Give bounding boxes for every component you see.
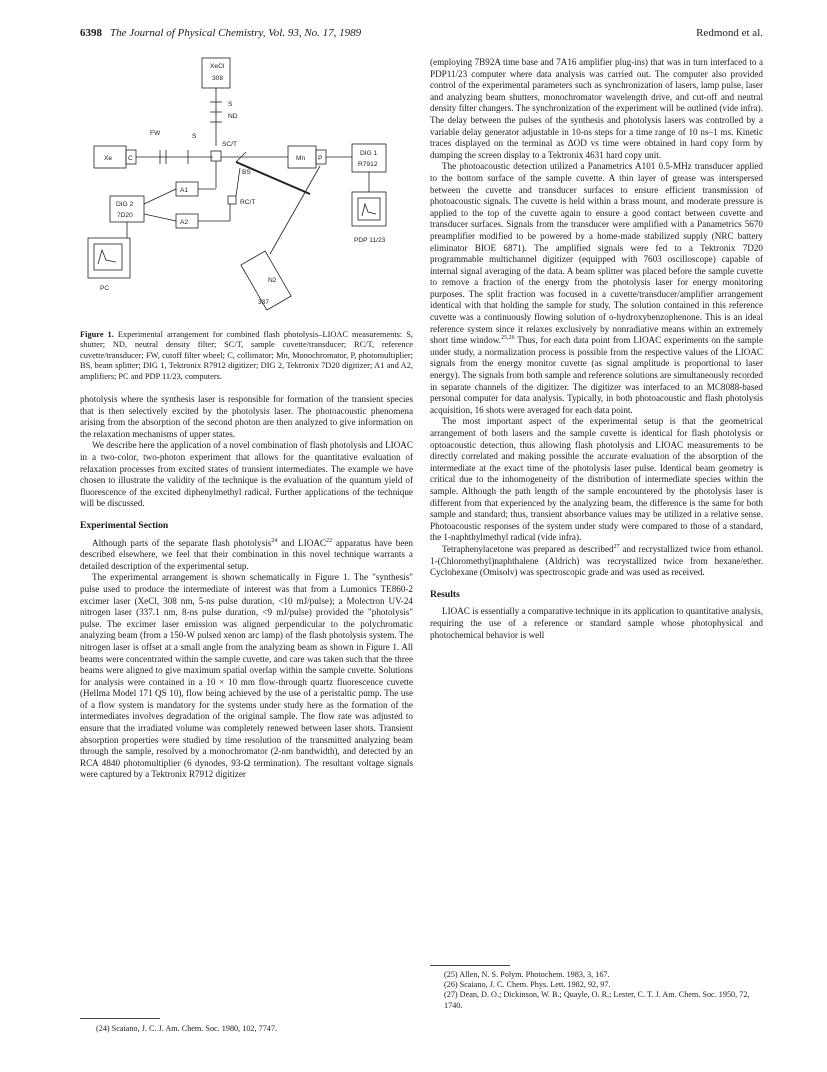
figure-caption: [80, 330, 413, 382]
sample-cuvette-box: [211, 151, 221, 161]
paragraph: The most important aspect of the experimental setup is that the geometrical arrangement of both lasers and the sample cuvette is identical for flash photolysis or optoacoustic detection, thus allowing flash photolysis and LIOAC measurements to be directly correlated and making possible the accurate evaluation of the absorption of the intermediate at the exact time of the photolysis laser pulse. Identical beam geometry is critical due to the inhomogeneity of the distribution of intermediate species within the sample. Although the path length of the sample encountered by the photolysis laser is different from that experienced by the analyzing beam, the difference is the same for both sample and standard; thus, transient absorbance values may be utilized in a relative sense. Photoacoustic responses of the system under study were compared to those of a standard, the 1-naphthylmethyl radical (vide infra).: [430, 416, 763, 543]
label-r7912: R7912: [358, 161, 378, 168]
label-c: C: [128, 155, 133, 162]
label-p: P: [318, 155, 323, 162]
footnotes-right: [430, 970, 763, 1011]
journal-title: The Journal of Physical Chemistry, Vol. 93, No. 17, 1989: [110, 27, 362, 39]
citation-ref: 24: [271, 537, 278, 544]
label-a1: A1: [180, 187, 189, 194]
paragraph: Tetraphenylacetone was prepared as described$^{27}$ and recrystallized twice from ethanol. 1-(Chloromethyl)naphthalene (Aldrich) was recrystallized twice from hexane/ether. Cyclohexane (Omisolv) was spectroscopic grade and was used as received.: [430, 543, 763, 578]
label-dig1: DIG 1: [360, 150, 378, 157]
paragraph: The experimental arrangement is shown schematically in Figure 1. The "synthesis" pulse used to produce the intermediate of interest was that from a Lumonics TE860-2 excimer laser (XeCl, 308 nm, 5-ns pulse duration, <10 mJ/pulse); a Molectron UV-24 nitrogen laser (337.1 nm, 8-ns pulse duration, <9 mJ/pulse) provided the "photolysis" pulse. The excimer laser emission was aligned perpendicular to the polychromatic analyzing beam (from a 150-W pulsed xenon arc lamp) of the flash photolysis system. The nitrogen laser is offset at a small angle from the analyzing beam as shown in Figure 1. All beams were concentrated within the sample cuvette, and care was taken such that the three beams were aligned to give maximum spatial overlap within the sample cuvette. Solutions for analysis were contained in a 10 × 10 mm flow-through quartz fluorescence cuvette (Hellma Model 171 QS 10), flow being achieved by the use of a peristaltic pump. The use of a flow system is mandatory for the systems under study here as the formation of the intermediates involves degradation of the original sample. The flow rate was adjusted to ensure that the irradiated volume was completely renewed between laser shots. Transient absorption properties were studied by time resolution of the transmitted analyzing beam through the sample, resolved by a monochromator (2-nm bandwidth), and detected by an RCA 4840 photomultiplier (6 dynodes, 93-Ω termination). The resultant voltage signals were captured by a Tektronix R7912 digitizer: [80, 572, 413, 780]
right-column: [430, 57, 763, 641]
label-mn: Mn: [296, 155, 306, 162]
page-number: 6398: [80, 27, 102, 39]
label-pdp: PDP 11/23: [354, 237, 386, 244]
label-xecl: XeCl: [210, 63, 225, 70]
label-fw: FW: [150, 130, 161, 137]
apparatus-diagram: [80, 54, 413, 324]
section-heading-experimental: Experimental Section: [80, 519, 169, 531]
figure-1-schematic: [80, 54, 413, 324]
label-pc: PC: [100, 285, 110, 292]
label-s-left: S: [192, 133, 197, 140]
caption-text: Experimental arrangement for combined flash photolysis–LIOAC measurements: S, shutter; ND, neutral density filter; SC/T, sample cuvette/transducer; RC/T, reference cuvette/transducer; FW, cutoff filter wheel; C, collimator; Mn, Monochromator, P, photomultiplier; BS, beam splitter; DIG 1, Tektronix R7912 digitizer; DIG 2, Tektronix 7D20 digitizer; A1 and A2, amplifiers; PC and PDP 11/23, computers.: [80, 330, 414, 381]
label-rct: RC/T: [240, 199, 256, 206]
footnote-24: (24) Scaiano, J. C. J. Am. Chem. Soc. 1980, 102, 7747.: [96, 1024, 278, 1033]
running-header: [80, 27, 763, 43]
paragraph: LIOAC is essentially a comparative technique in its application to quantitative analysis, requiring the use of a reference or standard sample whose photophysical and photochemical behavior is well: [430, 606, 763, 640]
paragraph: We describe here the application of a novel combination of flash photolysis and LIOAC in a two-color, two-photon experiment that allows for the quantitative evaluation of relaxation processes from excited states of transient intermediates. The example we have chosen to illustrate the validity of the technique is the evaluation of the quantum yield of fluorescence of the excited diphenylmethyl radical. Further applications of the technique will be discussed.: [80, 440, 413, 509]
diagram-labels: [100, 63, 386, 306]
left-column: [80, 330, 413, 781]
label-bs: BS: [242, 169, 251, 176]
citation-ref: 27: [613, 543, 620, 550]
footnote-27: (27) Dean, D. O.; Dickinson, W. B.; Quayle, O. R.; Lester, C. T. J. Am. Chem. Soc. 1950, 72, 1740.: [444, 990, 750, 1010]
section-heading-results: Results: [430, 588, 460, 600]
pdp-computer-box: [352, 192, 386, 226]
label-sct: SC/T: [222, 141, 238, 148]
footnote-rule: [80, 1018, 160, 1019]
citation-ref: 25,26: [501, 335, 515, 342]
label-xecl-num: 308: [212, 75, 224, 82]
caption-label: Figure 1.: [80, 330, 114, 339]
reference-cuvette-box: [228, 196, 236, 204]
citation-ref: 22: [326, 537, 333, 544]
running-authors: Redmond et al.: [696, 27, 763, 39]
paragraph: (employing 7B92A time base and 7A16 amplifier plug-ins) that was in turn interfaced to a PDP11/23 computer where data analysis was carried out. The computer also provided control of the experimental parameters such as synchronization of lasers, lamp pulse, laser and analyzing beam shutters, monochromator wavelength drive, and cut-off and neutral density filter changers. The synchronization of the experiment will be outlined (vide infra). The delay between the pulses of the synthesis and photolysis lasers was controlled by a variable delay generator adjustable in 10-ns steps for a time range of 10 ns–1 ms. Kinetic traces displayed on the terminal as ΔOD vs time were obtained in hard copy form by dumping the screen display to a Tektronix 4631 hard copy unit.: [430, 57, 763, 160]
paragraph: photolysis where the synthesis laser is responsible for formation of the transient species that is then selectively excited by the photolysis laser. The photoacoustic phenomena arising from the absorption of the second photon are then analyzed to give information on the relaxation mechanisms of upper states.: [80, 394, 413, 439]
label-xe: Xe: [104, 155, 113, 162]
footnote-25: (25) Allen, N. S. Polym. Photochem. 1983, 3, 167.: [444, 970, 610, 979]
footnote-26: (26) Scaiano, J. C. Chem. Phys. Lett. 1982, 92, 97.: [444, 980, 611, 990]
label-7d20: 7D20: [117, 212, 133, 219]
paragraph: Although parts of the separate flash photolysis$^{24}$ and LIOAC$^{22}$ apparatus have been described elsewhere, we feel that their combination in this novel technique warrants a detailed description of the experimental setup.: [80, 537, 413, 571]
label-nd: ND: [228, 113, 238, 120]
label-dig2: DIG 2: [116, 201, 134, 208]
label-n2-num: 337: [258, 299, 270, 306]
label-s-top: S: [228, 101, 233, 108]
paragraph: The photoacoustic detection utilized a Panametrics A101 0.5-MHz transducer applied to the bottom surface of the sample cuvette. A thin layer of grease was interspersed between the cuvette and transducer surfaces to ensure efficient transmission of photoacoustic signals. The cuvette is held within a brass mount, and moderate pressure is applied to the top of the cuvette again to ensure a good contact between cuvette and transducer surfaces. Signals from the transducer were amplified with a Panametrics 5670 preamplifier modified to be powered by a home-made stabilized supply (NRC battery eliminator BIOE 6871). The amplified signals were fed to a Tektronix 7D20 programmable multichannel digitizer (equipped with 7603 oscilloscope) capable of internal signal averaging of the data. A beam splitter was placed before the sample cuvette to remove a fraction of the energy from the photolysis laser for energy monitoring purposes. The split fraction was focused in a cuvette/transducer/amplifier arrangement identical with that holding the sample for study. The solution contained in this reference cuvette was a continuously flowing solution of o-hydroxybenzophenone. This is an ideal reference system since it relaxes exclusively by nonradiative means within an extremely short time window.$^{25,26}$ Thus, for each data point from LIOAC experiments on the sample under study, a normalization process is possible from the respective values of the LIOAC signals from the energy monitor cuvette (as signal amplitude is proportional to laser energy). The signals from both sample and reference solutions are simultaneously recorded in separate channels of the digitizer. The digitizer was interfaced to an MC8088-based personal computer for data analysis. Typically, in both photoacoustic and flash photolysis acquisition, 16 shots were averaged for each data point.: [430, 161, 763, 415]
footnote-rule: [430, 965, 510, 966]
label-n2: N2: [268, 277, 277, 284]
label-a2: A2: [180, 219, 189, 226]
